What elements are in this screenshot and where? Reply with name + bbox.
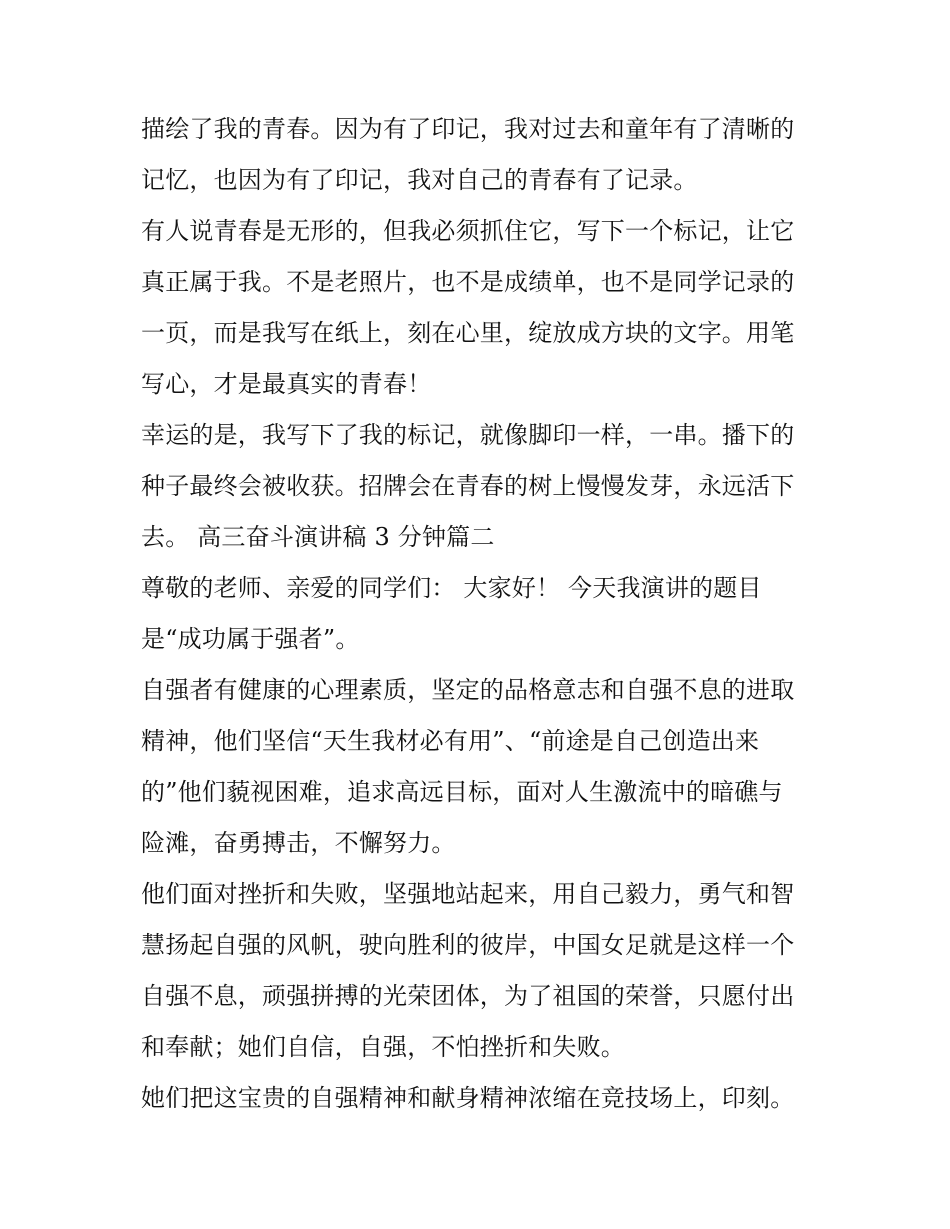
text-line: 自强不息，顽强拼搏的光荣团体，为了祖国的荣誉，只愿付出 (141, 982, 795, 1010)
text-line: 真正属于我。不是老照片，也不是成绩单，也不是同学记录的 (141, 268, 795, 296)
text-line: 精神，他们坚信“天生我材必有用”、“前途是自己创造出来 (141, 727, 760, 755)
text-line: 有人说青春是无形的，但我必须抓住它，写下一个标记，让它 (141, 217, 795, 245)
text-line: 尊敬的老师、亲爱的同学们： 大家好！ 今天我演讲的题目 (141, 574, 762, 602)
text-line: 描绘了我的青春。因为有了印记，我对过去和童年有了清晰的 (141, 115, 795, 143)
text-line: 去。 高三奋斗演讲稿 3 分钟篇二 (141, 523, 495, 551)
text-line: 写心，才是最真实的青春！ (141, 370, 432, 398)
text-line: 一页，而是我写在纸上，刻在心里，绽放成方块的文字。用笔 (141, 319, 795, 347)
text-line: 的”他们藐视困难，追求高远目标，面对人生激流中的暗礁与 (141, 778, 783, 806)
text-line: 和奉献；她们自信，自强，不怕挫折和失败。 (141, 1033, 625, 1061)
text-line: 他们面对挫折和失败，坚强地站起来，用自己毅力，勇气和智 (141, 880, 795, 908)
text-line: 自强者有健康的心理素质，坚定的品格意志和自强不息的进取 (141, 676, 795, 704)
text-line: 记忆，也因为有了印记，我对自己的青春有了记录。 (141, 166, 698, 194)
text-line: 慧扬起自强的风帆，驶向胜利的彼岸，中国女足就是这样一个 (141, 931, 795, 959)
document-body (141, 104, 821, 1124)
text-line: 是“成功属于强者”。 (141, 625, 360, 653)
text-line: 幸运的是，我写下了我的标记，就像脚印一样，一串。播下的 (141, 421, 795, 449)
text-line: 险滩，奋勇搏击，不懈努力。 (141, 829, 456, 857)
text-line: 她们把这宝贵的自强精神和献身精神浓缩在竞技场上，印刻。 (141, 1084, 795, 1112)
text-line: 种子最终会被收获。招牌会在青春的树上慢慢发芽，永远活下 (141, 472, 795, 500)
